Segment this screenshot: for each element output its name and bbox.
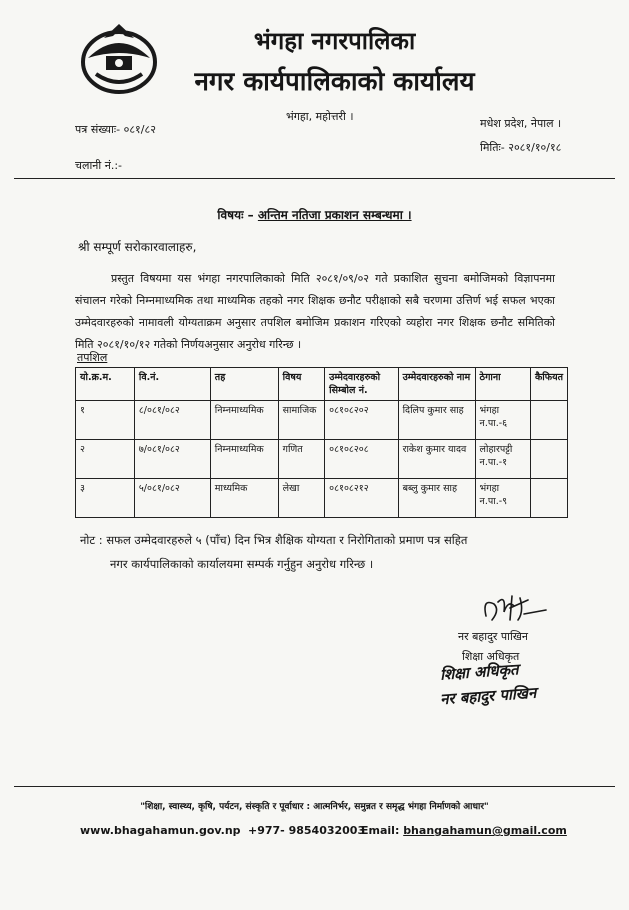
signatory-name: नर बहादुर पाखिन [458, 630, 528, 643]
table-label: तपशिल [77, 351, 108, 364]
cell-subject: लेखा [278, 479, 325, 518]
subject-line [0, 206, 629, 223]
cell-subject: सामाजिक [278, 401, 325, 440]
cell-remarks [530, 440, 567, 479]
cell-level: निम्नमाध्यमिक [210, 440, 278, 479]
province-address: मधेश प्रदेश, नेपाल । [480, 117, 562, 130]
cell-level: निम्नमाध्यमिक [210, 401, 278, 440]
cell-ad-no: ५/०८१/०८२ [134, 479, 210, 518]
handwritten-signature [480, 590, 550, 630]
cell-name: राकेश कुमार यादव [398, 440, 475, 479]
cell-serial: २ [76, 440, 135, 479]
footer-website-link[interactable]: www.bhagahamun.gov.np [80, 824, 241, 837]
stamp-role: शिक्षा अधिकृत [439, 660, 520, 684]
cell-ad-no: ७/०८१/०८२ [134, 440, 210, 479]
office-address: भंगहा, महोत्तरी । [286, 110, 354, 123]
header-divider [14, 178, 615, 179]
col-name: उम्मेदवारहरुको नाम [398, 368, 475, 401]
letter-date: मितिः- २०८१/१०/१८ [480, 141, 562, 154]
office-name: नगर कार्यपालिकाको कार्यालय [194, 67, 475, 97]
cell-remarks [530, 401, 567, 440]
cell-symbol-no: ०८१०८२१२ [325, 479, 398, 518]
stamp-name: नर बहादुर पाखिन [439, 683, 537, 709]
subject-label: विषयः – [217, 208, 254, 222]
signatory-role: शिक्षा अधिकृत [462, 650, 520, 663]
reference-number: पत्र संख्याः- ०८१/८२ [75, 123, 156, 136]
cell-remarks [530, 479, 567, 518]
col-level: तह [210, 368, 278, 401]
note-paragraph [80, 528, 570, 576]
municipality-name: भंगहा नगरपालिका [253, 27, 416, 55]
cell-symbol-no: ०८१०८२०२ [325, 401, 398, 440]
note-line-1: नोट : सफल उम्मेदवारहरुले ५ (पाँच) दिन भित्र शैक्षिक योग्यता र निरोगिताको प्रमाण पत्र सहित [80, 533, 468, 547]
footer-phone: +977- 9854032003 [248, 824, 366, 837]
table-row [76, 401, 568, 440]
table-header-row [76, 368, 568, 401]
cell-name: बब्लु कुमार साह [398, 479, 475, 518]
table-row [76, 479, 568, 518]
col-symbol-no: उम्मेदवारहरुको सिम्बोल नं. [325, 368, 398, 401]
dispatch-number: चलानी नं.:- [75, 159, 123, 172]
cell-address: भंगहा न.पा.-६ [475, 401, 530, 440]
col-ad-no: वि.नं. [134, 368, 210, 401]
cell-ad-no: ८/०८१/०८२ [134, 401, 210, 440]
table-row [76, 440, 568, 479]
col-serial: यो.क्र.म. [76, 368, 135, 401]
note-line-2: नगर कार्यपालिकाको कार्यालयमा सम्पर्क गर्नुहुन अनुरोध गरिन्छ । [110, 557, 374, 571]
cell-serial: ३ [76, 479, 135, 518]
footer-divider [14, 786, 615, 787]
cell-level: माध्यमिक [210, 479, 278, 518]
cell-address: लोहारपट्टी न.पा.-१ [475, 440, 530, 479]
email-label: Email: [361, 824, 400, 837]
footer-slogan: "शिक्षा, स्वास्थ्य, कृषि, पर्यटन, संस्कृति र पूर्वाधार : आत्मनिर्भर, समुन्नत र समृद्ध भंगहा निर्माणको आधार" [140, 802, 489, 812]
col-subject: विषय [278, 368, 325, 401]
cell-serial: १ [76, 401, 135, 440]
body-paragraph: प्रस्तुत विषयमा यस भंगहा नगरपालिकाको मिति २०८१/०९/०२ गते प्रकाशित सुचना बमोजिमको विज्ञापनमा संचालन गरेको निम्नमाध्यमिक तथा माध्यमिक तहको नगर शिक्षक छनौट परीक्षाको सबै चरणमा उत्तिर्ण भई सफल भएका उम्मेदवारहरुको नामावली योग्यताक्रम अनुसार तपशिल बमोजिम प्रकाशन गरिएको व्यहोरा नगर शिक्षक छनौट समितिको मिति २०८१/१०/१२ गतेको निर्णयअनुसार अनुरोध गरिन्छ । [75, 272, 555, 351]
results-table [75, 367, 568, 518]
footer-email [361, 824, 567, 837]
cell-subject: गणित [278, 440, 325, 479]
cell-name: दिलिप कुमार साह [398, 401, 475, 440]
col-address: ठेगाना [475, 368, 530, 401]
cell-symbol-no: ०८१०८२०८ [325, 440, 398, 479]
cell-address: भंगहा न.पा.-९ [475, 479, 530, 518]
subject-text: अन्तिम नतिजा प्रकाशन सम्बन्धमा । [257, 208, 412, 222]
salutation: श्री सम्पूर्ण सरोकारवालाहरु, [78, 240, 197, 254]
col-remarks: कैफियत [530, 368, 567, 401]
email-link[interactable]: bhangahamun@gmail.com [403, 824, 567, 837]
